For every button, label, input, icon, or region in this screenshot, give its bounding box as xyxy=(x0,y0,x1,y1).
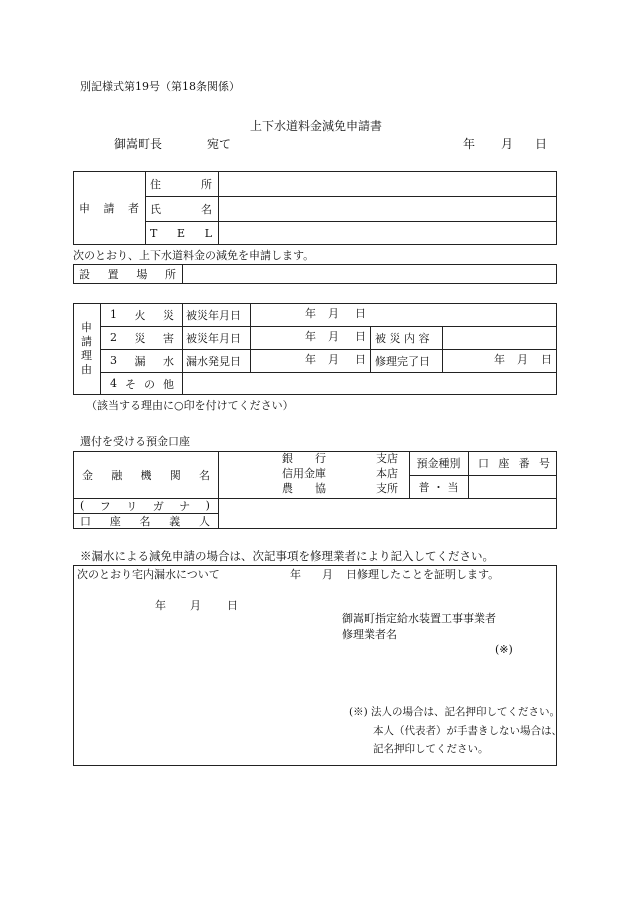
tel-field[interactable] xyxy=(220,223,555,244)
addressee: 御嵩町長 xyxy=(114,137,163,151)
intro-text: 次のとおり、上下水道料金の減免を申請します。 xyxy=(73,249,315,262)
branch-type-office[interactable]: 支所 xyxy=(376,482,398,495)
repair-month: 月 xyxy=(517,353,528,366)
account-number-label: 口 座 番 号 xyxy=(478,457,550,470)
type-agri-coop[interactable]: 農 協 xyxy=(282,482,326,495)
addressee-suffix: 宛て xyxy=(207,137,232,151)
account-holder-label: 口 座 名 義 人 xyxy=(80,515,210,528)
fire-day: 日 xyxy=(355,307,366,320)
document-title: 上下水道料金減免申請書 xyxy=(250,119,383,133)
reason-section-label: 申 請 理 由 xyxy=(81,321,92,376)
contractor-title: 御嵩町指定給水装置工事事業者 xyxy=(342,612,496,625)
disaster-content-label: 被 災 内 容 xyxy=(375,331,430,345)
type-credit-union[interactable]: 信用金庫 xyxy=(282,467,326,480)
account-number-field[interactable] xyxy=(470,477,555,496)
reason-other[interactable]: 4 そ の 他 xyxy=(110,377,174,391)
name-field[interactable] xyxy=(220,198,555,220)
form-number: 別記様式第19号（第18条関係） xyxy=(80,80,240,93)
address-label: 住 所 xyxy=(150,177,212,191)
location-label: 設 置 場 所 xyxy=(79,268,176,281)
footnote-3: 記名押印してください。 xyxy=(373,743,489,755)
date-year: 年 xyxy=(463,137,476,151)
sign-month: 月 xyxy=(190,599,201,612)
name-label: 氏 名 xyxy=(150,202,212,216)
cert-month: 月 xyxy=(322,568,333,581)
leak-date-label: 漏水発見日 xyxy=(186,354,241,368)
deposit-type-label: 預金種別 xyxy=(416,457,461,470)
repair-complete-label: 修理完了日 xyxy=(375,354,430,368)
reason-note: （該当する理由に○印を付けてください） xyxy=(86,399,294,412)
deposit-type-value[interactable]: 普 ・ 当 xyxy=(418,480,459,494)
leak-month: 月 xyxy=(328,353,339,366)
disaster-month: 月 xyxy=(328,330,339,343)
cert-prefix: 次のとおり宅内漏水について xyxy=(77,568,220,581)
repair-year: 年 xyxy=(494,353,505,366)
date-day: 日 xyxy=(535,137,548,151)
account-holder-field[interactable] xyxy=(220,500,555,527)
fire-date-label: 被災年月日 xyxy=(186,308,241,322)
reason-fire[interactable]: 1 火 災 xyxy=(110,308,174,322)
sign-year: 年 xyxy=(155,599,166,612)
fire-year: 年 xyxy=(305,307,316,320)
branch-type-branch[interactable]: 支店 xyxy=(376,452,398,465)
tel-label: T E L xyxy=(150,226,212,240)
address-field[interactable] xyxy=(220,173,555,195)
fire-month: 月 xyxy=(328,307,339,320)
reason-leak[interactable]: 3 漏 水 xyxy=(110,354,174,368)
leak-year: 年 xyxy=(305,353,316,366)
branch-type-head-office[interactable]: 本店 xyxy=(376,467,398,480)
applicant-section-label: 申 請 者 xyxy=(79,202,139,215)
type-bank[interactable]: 銀 行 xyxy=(282,452,326,465)
footnote-1: (※) 法人の場合は、記名押印してください。 xyxy=(349,706,561,718)
disaster-date-label: 被災年月日 xyxy=(186,331,241,345)
bank-heading: 還付を受ける預金口座 xyxy=(80,435,190,448)
leak-day: 日 xyxy=(355,353,366,366)
sign-day: 日 xyxy=(227,599,238,612)
disaster-year: 年 xyxy=(305,330,316,343)
contractor-name-label: 修理業者名 xyxy=(342,628,397,641)
furigana-label: ( フ リ ガ ナ ) xyxy=(80,499,210,513)
repair-day: 日 xyxy=(541,353,552,366)
date-month: 月 xyxy=(501,137,514,151)
repair-note: ※漏水による減免申請の場合は、次記事項を修理業者により記入してください。 xyxy=(80,549,494,563)
institution-label: 金 融 機 関 名 xyxy=(82,468,210,482)
location-field[interactable] xyxy=(184,266,555,282)
other-reason-field[interactable] xyxy=(184,374,555,393)
reason-disaster[interactable]: 2 災 害 xyxy=(110,331,174,345)
footnote-2: 本人（代表者）が手書きしない場合は、 xyxy=(373,725,562,737)
cert-suffix: 日修理したことを証明します。 xyxy=(346,568,500,581)
cert-year: 年 xyxy=(290,568,301,581)
seal-mark: (※) xyxy=(495,643,513,656)
disaster-day: 日 xyxy=(355,330,366,343)
